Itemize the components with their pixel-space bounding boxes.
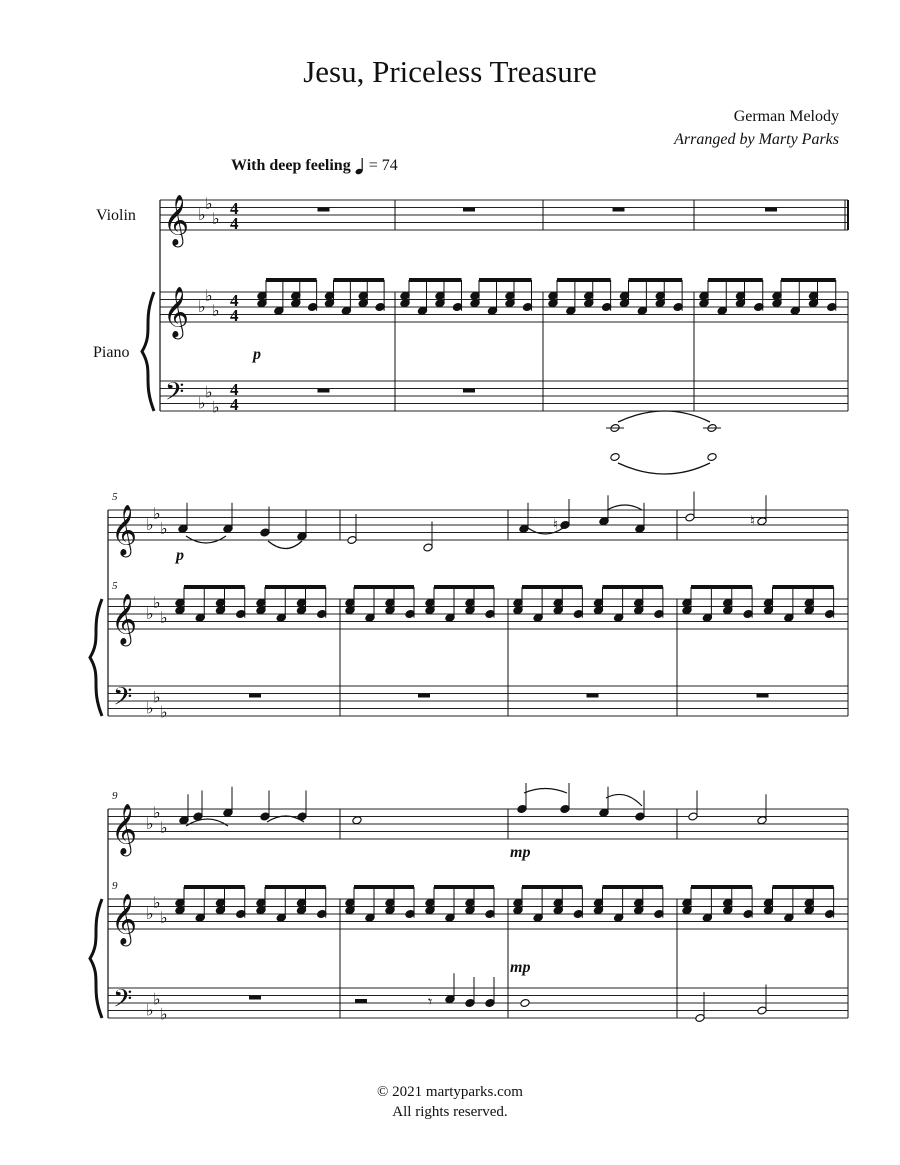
whole-rest bbox=[249, 694, 261, 698]
flat-accidental: ♭ bbox=[153, 894, 161, 912]
note-beam bbox=[334, 278, 385, 282]
whole-rest bbox=[318, 208, 330, 212]
flat-accidental: ♭ bbox=[198, 207, 206, 224]
note-beam bbox=[266, 278, 317, 282]
note-head bbox=[520, 999, 530, 1008]
whole-rest bbox=[418, 694, 430, 698]
flat-accidental: ♭ bbox=[160, 909, 168, 927]
piano-label: Piano bbox=[93, 344, 130, 361]
flat-accidental: ♭ bbox=[153, 594, 161, 612]
staff bbox=[160, 200, 848, 230]
bass-clef: 𝄢 bbox=[113, 683, 133, 717]
note-beam bbox=[522, 885, 582, 889]
bass-clef: 𝄢 bbox=[113, 985, 133, 1019]
whole-rest bbox=[765, 208, 777, 212]
slur bbox=[524, 789, 567, 794]
staff bbox=[108, 686, 848, 716]
tempo-text: With deep feeling bbox=[231, 157, 351, 174]
flat-accidental: ♭ bbox=[198, 299, 206, 316]
eighth-rest: 𝄾 bbox=[428, 994, 433, 1011]
time-signature-top: 4 bbox=[230, 199, 239, 218]
note-beam bbox=[434, 585, 494, 589]
flat-accidental: ♭ bbox=[212, 399, 220, 417]
flat-accidental: ♭ bbox=[146, 906, 154, 923]
piano-brace bbox=[90, 599, 102, 716]
flat-accidental: ♭ bbox=[198, 395, 206, 413]
whole-rest bbox=[757, 694, 769, 698]
note-beam bbox=[522, 585, 582, 589]
time-signature-bottom: 4 bbox=[230, 214, 239, 233]
note-beam bbox=[354, 585, 414, 589]
dynamic-marking: mp bbox=[510, 844, 531, 861]
rights-line: All rights reserved. bbox=[392, 1104, 508, 1120]
staff bbox=[160, 381, 848, 411]
note-beam bbox=[691, 885, 752, 889]
note-head bbox=[610, 453, 620, 462]
whole-rest bbox=[613, 208, 625, 212]
flat-accidental: ♭ bbox=[153, 804, 161, 822]
arranger-credit: Arranged by Marty Parks bbox=[674, 131, 839, 148]
flat-accidental: ♭ bbox=[153, 991, 161, 1009]
note-beam bbox=[184, 585, 245, 589]
piano-brace bbox=[142, 292, 154, 411]
piano-brace bbox=[90, 899, 102, 1018]
flat-accidental: ♭ bbox=[146, 517, 154, 534]
note-beam bbox=[354, 885, 414, 889]
time-signature-bottom: 4 bbox=[230, 395, 239, 414]
slur bbox=[186, 819, 228, 826]
note-beam bbox=[603, 585, 663, 589]
treble-clef: 𝄞 bbox=[163, 195, 190, 245]
note-beam bbox=[603, 885, 663, 889]
tie bbox=[618, 411, 710, 422]
slur bbox=[268, 541, 302, 549]
whole-rest bbox=[249, 996, 261, 1000]
note-beam bbox=[409, 278, 462, 282]
flat-accidental: ♭ bbox=[205, 287, 213, 305]
staff bbox=[108, 809, 848, 839]
note-beam bbox=[781, 278, 836, 282]
treble-clef: 𝄞 bbox=[111, 594, 138, 644]
composer-credit: German Melody bbox=[733, 108, 839, 125]
flat-accidental: ♭ bbox=[205, 195, 213, 213]
flat-accidental: ♭ bbox=[146, 1002, 154, 1020]
time-signature-top: 4 bbox=[230, 291, 239, 310]
note-beam bbox=[773, 585, 834, 589]
copyright-notice bbox=[0, 1082, 900, 1122]
note-beam bbox=[265, 585, 326, 589]
measure-number: 5 bbox=[112, 580, 118, 592]
staff bbox=[108, 510, 848, 540]
flat-accidental: ♭ bbox=[212, 210, 220, 228]
slur bbox=[607, 505, 642, 510]
note-beam bbox=[265, 885, 326, 889]
tie bbox=[618, 463, 710, 474]
measure-number: 5 bbox=[112, 491, 118, 503]
time-signature-bottom: 4 bbox=[230, 306, 239, 325]
treble-clef: 𝄞 bbox=[163, 287, 190, 337]
note-beam bbox=[434, 885, 494, 889]
note-beam bbox=[773, 885, 834, 889]
treble-clef: 𝄞 bbox=[111, 804, 138, 854]
dynamic-marking: mp bbox=[510, 959, 531, 976]
flat-accidental: ♭ bbox=[146, 606, 154, 623]
treble-clef: 𝄞 bbox=[111, 894, 138, 944]
page-title: Jesu, Priceless Treasure bbox=[303, 54, 597, 89]
half-rest bbox=[355, 999, 367, 1003]
flat-accidental: ♭ bbox=[153, 505, 161, 523]
note-beam bbox=[691, 585, 752, 589]
whole-rest bbox=[463, 389, 475, 393]
flat-accidental: ♭ bbox=[160, 520, 168, 538]
natural-accidental: ♮ bbox=[553, 518, 559, 533]
note-head bbox=[352, 816, 362, 825]
note-beam bbox=[557, 278, 611, 282]
slur bbox=[606, 794, 642, 806]
copyright-line: © 2021 martyparks.com bbox=[377, 1084, 523, 1100]
tempo-value: = 74 bbox=[368, 157, 398, 174]
whole-rest bbox=[463, 208, 475, 212]
dynamic-marking: p bbox=[253, 346, 261, 363]
flat-accidental: ♭ bbox=[160, 609, 168, 627]
measure-number: 9 bbox=[112, 880, 118, 892]
flat-accidental: ♭ bbox=[212, 302, 220, 320]
violin-label: Violin bbox=[96, 207, 136, 224]
flat-accidental: ♭ bbox=[160, 819, 168, 837]
dynamic-marking: p bbox=[176, 547, 184, 564]
whole-rest bbox=[587, 694, 599, 698]
flat-accidental: ♭ bbox=[146, 816, 154, 833]
note-beam bbox=[184, 885, 245, 889]
time-signature-top: 4 bbox=[230, 380, 239, 399]
flat-accidental: ♭ bbox=[205, 384, 213, 402]
flat-accidental: ♭ bbox=[146, 700, 154, 718]
note-beam bbox=[479, 278, 532, 282]
measure-number: 9 bbox=[112, 790, 118, 802]
treble-clef: 𝄞 bbox=[111, 505, 138, 555]
flat-accidental: ♭ bbox=[160, 704, 168, 722]
bass-clef: 𝄢 bbox=[165, 378, 185, 412]
whole-rest bbox=[318, 389, 330, 393]
note-head bbox=[707, 453, 717, 462]
flat-accidental: ♭ bbox=[160, 1006, 168, 1024]
flat-accidental: ♭ bbox=[153, 689, 161, 707]
staff bbox=[108, 988, 848, 1018]
note-beam bbox=[708, 278, 763, 282]
note-beam bbox=[629, 278, 683, 282]
natural-accidental: ♮ bbox=[750, 514, 756, 530]
